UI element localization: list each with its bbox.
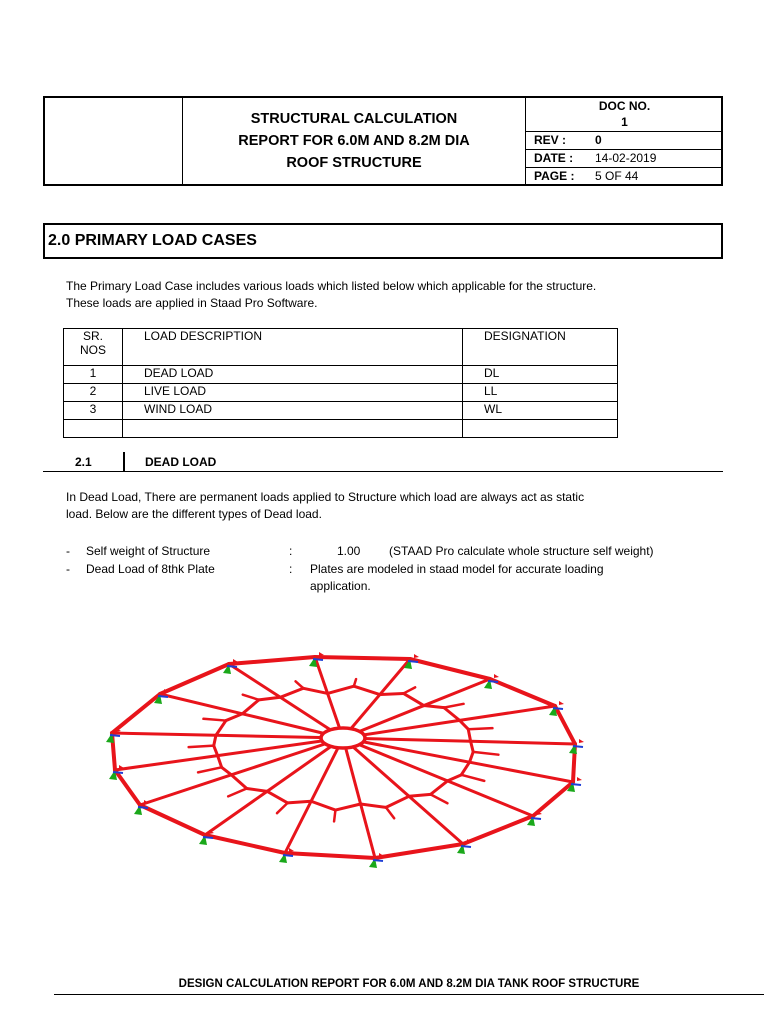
member [243, 695, 259, 700]
member [115, 770, 140, 805]
member [112, 694, 160, 733]
row-no: 2 [64, 384, 123, 402]
member [267, 791, 288, 803]
member [386, 807, 394, 818]
member [460, 720, 469, 729]
axis-icon [110, 735, 120, 736]
subsection-title: DEAD LOAD [145, 455, 217, 469]
member [431, 794, 448, 803]
member [410, 659, 490, 679]
footer-rule [54, 994, 764, 995]
member [470, 752, 474, 762]
axis-icon [203, 837, 213, 838]
member [424, 679, 490, 706]
designation-header: DESIGNATION [463, 329, 618, 366]
member [468, 728, 492, 729]
member [354, 679, 356, 686]
member [404, 693, 424, 705]
load-arrow-icon [559, 701, 564, 705]
item-2-colon: : [289, 562, 293, 576]
row-desc: DEAD LOAD [123, 366, 463, 384]
member [189, 746, 214, 747]
member [533, 782, 573, 816]
member [218, 756, 222, 768]
row-no: 1 [64, 366, 123, 384]
subsection-number: 2.1 [75, 455, 92, 469]
row-desc: LIVE LOAD [123, 384, 463, 402]
item-1-dash: - [66, 544, 70, 558]
sr-header: SR. [82, 329, 103, 343]
member [461, 762, 469, 775]
axis-icon [138, 807, 148, 808]
member [409, 796, 463, 844]
member [470, 762, 574, 782]
item-2-note-line-1: Plates are modeled in staad model for accurate loading [310, 562, 604, 576]
load-description-header: LOAD DESCRIPTION [123, 329, 463, 366]
page-label: PAGE : [534, 169, 575, 183]
section-title: 2.0 PRIMARY LOAD CASES [43, 223, 723, 259]
date-value: 14-02-2019 [595, 151, 657, 165]
member [216, 721, 226, 736]
member [315, 657, 328, 693]
load-arrow-icon [577, 777, 582, 781]
member [214, 746, 218, 756]
member [205, 835, 285, 853]
member [448, 781, 534, 816]
axis-icon [113, 772, 123, 773]
member [214, 735, 216, 745]
member [431, 781, 448, 794]
member [311, 801, 335, 810]
axis-icon [531, 818, 541, 819]
axis-icon [488, 681, 498, 682]
member [140, 775, 231, 805]
member [380, 659, 410, 695]
member [160, 694, 242, 714]
nos-header: NOS [79, 343, 106, 357]
member [288, 801, 311, 803]
doc-no-value: 1 [621, 115, 628, 129]
member [115, 756, 218, 770]
member [228, 788, 247, 796]
axis-icon [158, 696, 168, 697]
item-1-colon: : [289, 544, 293, 558]
member [303, 688, 327, 693]
member [490, 679, 555, 706]
item-2-label: Dead Load of 8thk Plate [86, 562, 215, 576]
item-1-label: Self weight of Structure [86, 544, 211, 558]
member [335, 804, 360, 810]
member [404, 687, 416, 693]
member [229, 664, 280, 697]
axis-icon [571, 784, 581, 785]
member [160, 664, 229, 694]
axis-icon [373, 860, 383, 861]
member [424, 706, 444, 708]
member [280, 688, 303, 697]
load-arrow-icon [579, 739, 584, 743]
axis-icon [461, 846, 471, 847]
intro-line-2: These loads are applied in Staad Pro Software. [66, 296, 318, 310]
member [112, 733, 216, 735]
member [277, 803, 288, 813]
axis-icon [283, 855, 293, 856]
member [247, 788, 267, 791]
rev-value: 0 [595, 133, 602, 147]
item-1-note: (STAAD Pro calculate whole structure self weight) [389, 544, 654, 558]
row-desig: LL [463, 384, 618, 402]
member [461, 775, 484, 781]
member [386, 796, 409, 807]
member [226, 714, 242, 721]
member [375, 844, 463, 858]
row-desig: WL [463, 402, 618, 420]
doc-no-label: DOC NO. [598, 99, 651, 113]
member [205, 791, 267, 835]
item-2-dash: - [66, 562, 70, 576]
member [242, 700, 259, 714]
member [471, 741, 474, 752]
member [361, 804, 375, 858]
member [198, 767, 222, 772]
member [444, 704, 464, 708]
member [380, 693, 404, 694]
page-value: 5 OF 44 [595, 169, 639, 183]
row-desc: WIND LOAD [123, 402, 463, 420]
member [354, 686, 380, 694]
member [468, 729, 470, 741]
axis-icon [313, 659, 323, 660]
axis-icon [408, 661, 418, 662]
item-2-note-line-2: application. [310, 579, 371, 593]
axis-icon [553, 708, 563, 709]
date-label: DATE : [534, 151, 574, 165]
member [315, 657, 410, 659]
member [334, 810, 335, 821]
rev-label: REV : [534, 133, 567, 147]
member [285, 801, 311, 853]
axis-icon [227, 666, 237, 667]
member [448, 775, 462, 781]
member [361, 804, 386, 807]
report-title-line-1: STRUCTURAL CALCULATION [250, 111, 458, 127]
member [444, 708, 460, 721]
member [328, 686, 354, 693]
member [471, 741, 575, 744]
load-arrow-icon [289, 848, 294, 852]
item-1-value: 1.00 [337, 544, 361, 558]
member [229, 657, 315, 664]
roof-members [112, 657, 575, 858]
center-ring [321, 728, 365, 748]
member [296, 681, 304, 688]
dead-load-line-1: In Dead Load, There are permanent loads applied to Structure which load are always act as static [66, 490, 585, 504]
member [473, 752, 498, 755]
row-no: 3 [64, 402, 123, 420]
load-arrow-icon [494, 674, 499, 678]
member [555, 706, 575, 744]
row-desig: DL [463, 366, 618, 384]
load-arrow-icon [414, 654, 419, 658]
member [463, 816, 533, 844]
member [409, 794, 431, 796]
member [259, 697, 280, 700]
dead-load-line-2: load. Below are the different types of Dead load. [66, 507, 322, 521]
member [203, 719, 225, 721]
member [222, 767, 232, 775]
footer-text: DESIGN CALCULATION REPORT FOR 6.0M AND 8.2M DIA TANK ROOF STRUCTURE [178, 978, 640, 990]
member [460, 706, 555, 720]
member [140, 805, 205, 835]
axis-icon [573, 746, 583, 747]
intro-line-1: The Primary Load Case includes various loads which listed below which applicable for the structure. [66, 279, 597, 293]
report-title-line-2: REPORT FOR 6.0M AND 8.2M DIA [238, 133, 470, 149]
report-title-line-3: ROOF STRUCTURE [286, 155, 422, 171]
member [231, 775, 246, 789]
member [285, 853, 375, 858]
